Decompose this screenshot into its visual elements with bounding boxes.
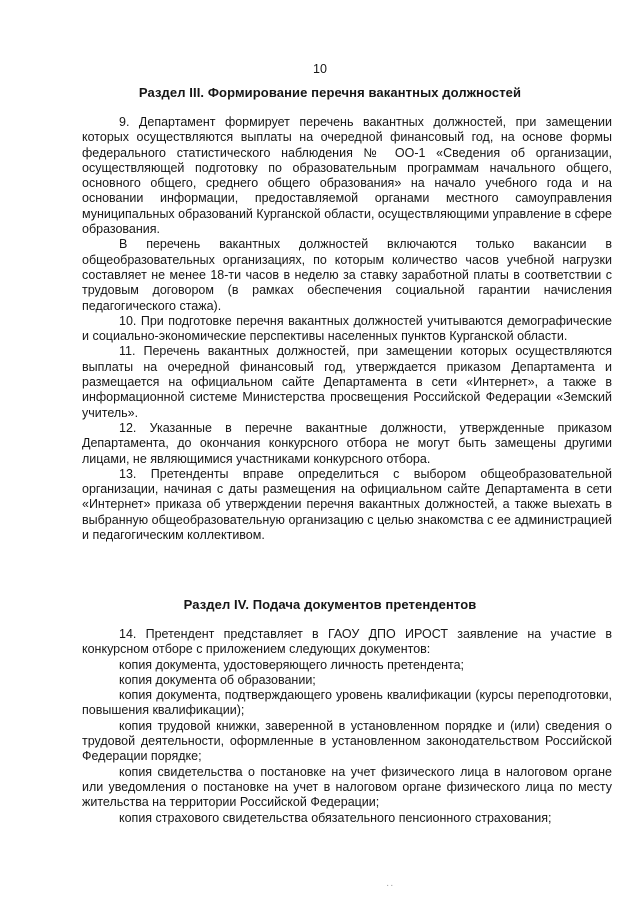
document-list-item: копия трудовой книжки, заверенной в установленном порядке и (или) сведения о трудовой деятельности, оформленные в установленном законодательством Российской Федерации порядке; — [82, 718, 612, 764]
section-4-title: Раздел IV. Подача документов претендентов — [183, 597, 477, 612]
document-list-item: копия свидетельства о постановке на учет физического лица в налоговом органе или уведомления о постановке на учет в налоговом органе физического лица по месту жительства на территории Российской Федерации; — [82, 764, 612, 810]
section-3-title: Раздел III. Формирование перечня вакантных должностей — [138, 85, 522, 100]
paragraph-12: 12. Указанные в перечне вакантные должности, утвержденные приказом Департамента, до окончания конкурсного отбора не могут быть замещены другими лицами, не являющимися участниками конкурсного отбора. — [82, 420, 612, 466]
paragraph-13: 13. Претенденты вправе определиться с выбором общеобразовательной организации, начиная с даты размещения на официальном сайте Департамента в сети «Интернет» приказа об утверждении перечня вакантных должностей, а также выехать в выбранную общеобразовательную организацию с целью знакомства с ее администрацией и педагогическим коллективом. — [82, 466, 612, 543]
document-list-item: копия документа, подтверждающего уровень квалификации (курсы переподготовки, повышения квалификации); — [82, 688, 612, 718]
document-list-item: копия страхового свидетельства обязательного пенсионного страхования; — [119, 810, 552, 825]
document-list-item: копия документа, удостоверяющего личность претендента; — [119, 657, 464, 672]
footer-mark: · · — [386, 880, 393, 891]
section-4-body — [82, 627, 612, 826]
paragraph-9: 9. Департамент формирует перечень вакантных должностей, при замещении которых осуществляются выплаты на очередной финансовый год, на основе формы федерального статистического наблюдения № ОО-1 «Сведения об организации, осуществляющей подготовку по образовательным программам начального общего, основного общего, среднего общего образования» на начало учебного года и на основании информации, предоставляемой органами местного самоуправления муниципальных образований Курганской области, осуществляющими управление в сфере образования. — [82, 115, 612, 237]
paragraph-9-continued: В перечень вакантных должностей включаются только вакансии в общеобразовательных организациях, по которым количество часов учебной нагрузки составляет не менее 18-ти часов в неделю за ставку заработной платы в соответствии с трудовым договором (в рамках обеспечения социальной гарантии начисления педагогического стажа). — [82, 237, 612, 313]
paragraph-11: 11. Перечень вакантных должностей, при замещении которых осуществляются выплаты на очередной финансовый год, утверждается приказом Департамента и размещается на официальном сайте Департамента в сети «Интернет», а также в информационной системе Министерства просвещения Российской Федерации «Земский учитель». — [82, 344, 612, 420]
paragraph-14: 14. Претендент представляет в ГАОУ ДПО ИРОСТ заявление на участие в конкурсном отборе с приложением следующих документов: — [82, 627, 612, 657]
section-3-body — [82, 115, 612, 543]
document-list-item: копия документа об образовании; — [119, 672, 316, 687]
paragraph-10: 10. При подготовке перечня вакантных должностей учитываются демографические и социально-экономические перспективы населенных пунктов Курганской области. — [82, 313, 612, 344]
page-number: 10 — [313, 62, 327, 76]
